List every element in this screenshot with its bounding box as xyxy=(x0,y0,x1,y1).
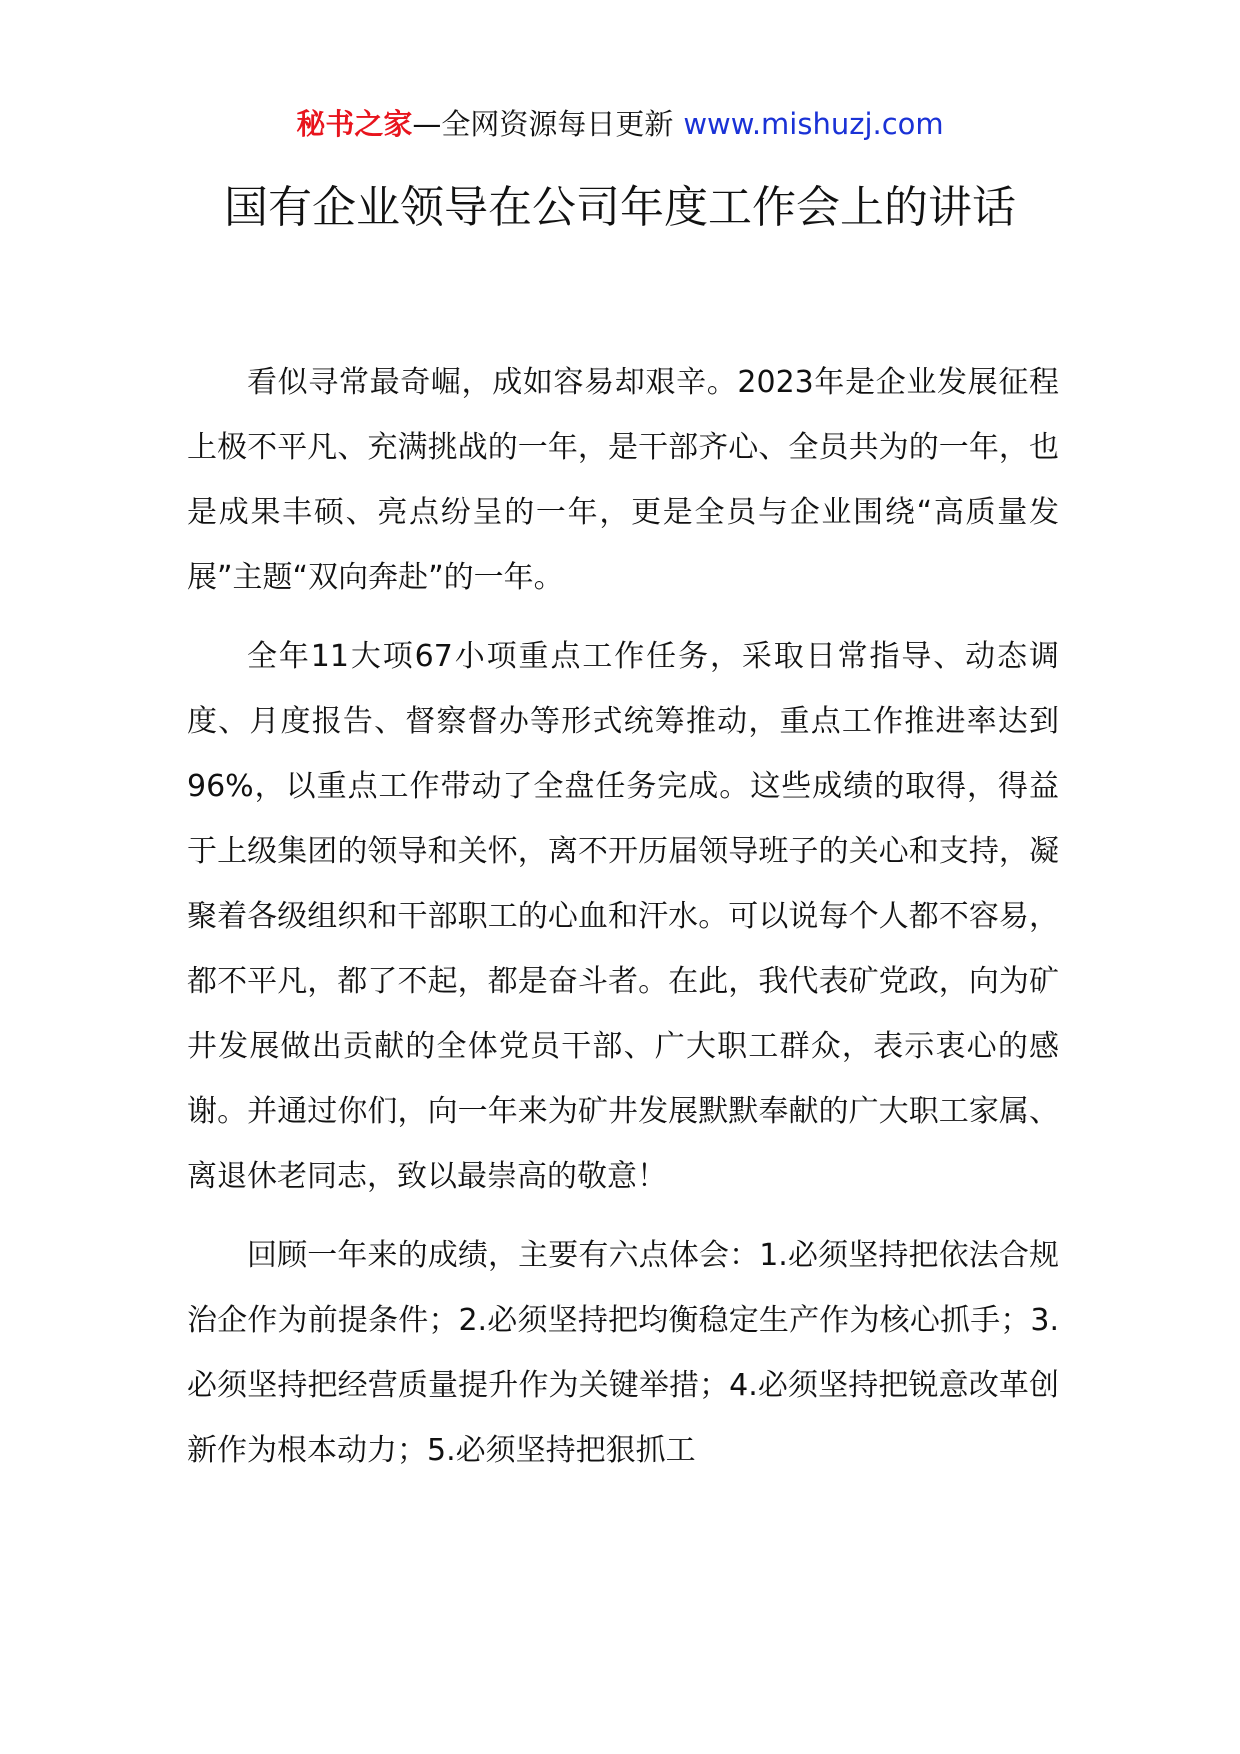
paragraph-2: 全年11大项67小项重点工作任务，采取日常指导、动态调度、月度报告、督察督办等形式统筹推动，重点工作推进率达到96%，以重点工作带动了全盘任务完成。这些成绩的取得，得益于上级集团的领导和关怀，离不开历届领导班子的关心和支持，凝聚着各级组织和干部职工的心血和汗水。可以说每个人都不容易，都不平凡，都了不起，都是奋斗者。在此，我代表矿党政，向为矿井发展做出贡献的全体党员干部、广大职工群众，表示衷心的感谢。并通过你们，向一年来为矿井发展默默奉献的广大职工家属、离退休老同志，致以最崇高的敬意！ xyxy=(187,639,1059,1194)
paragraph-3: 回顾一年来的成绩，主要有六点体会：1.必须坚持把依法合规治企作为前提条件；2.必须坚持把均衡稳定生产作为核心抓手；3.必须坚持把经营质量提升作为关键举措；4.必须坚持把锐意改革创新作为根本动力；5.必须坚持把狠抓工 xyxy=(187,1238,1059,1468)
watermark-header xyxy=(0,104,1240,144)
document-body xyxy=(187,350,1059,1497)
document-title: 国有企业领导在公司年度工作会上的讲话 xyxy=(224,182,1016,233)
site-url-link[interactable]: www.mishuzj.com xyxy=(683,107,944,141)
brand-name: 秘书之家 xyxy=(296,107,413,141)
header-slogan: —全网资源每日更新 xyxy=(412,107,674,141)
paragraph-1: 看似寻常最奇崛，成如容易却艰辛。2023年是企业发展征程上极不平凡、充满挑战的一年，是干部齐心、全员共为的一年，也是成果丰硕、亮点纷呈的一年，更是全员与企业围绕“高质量发展”主题“双向奔赴”的一年。 xyxy=(187,365,1059,595)
